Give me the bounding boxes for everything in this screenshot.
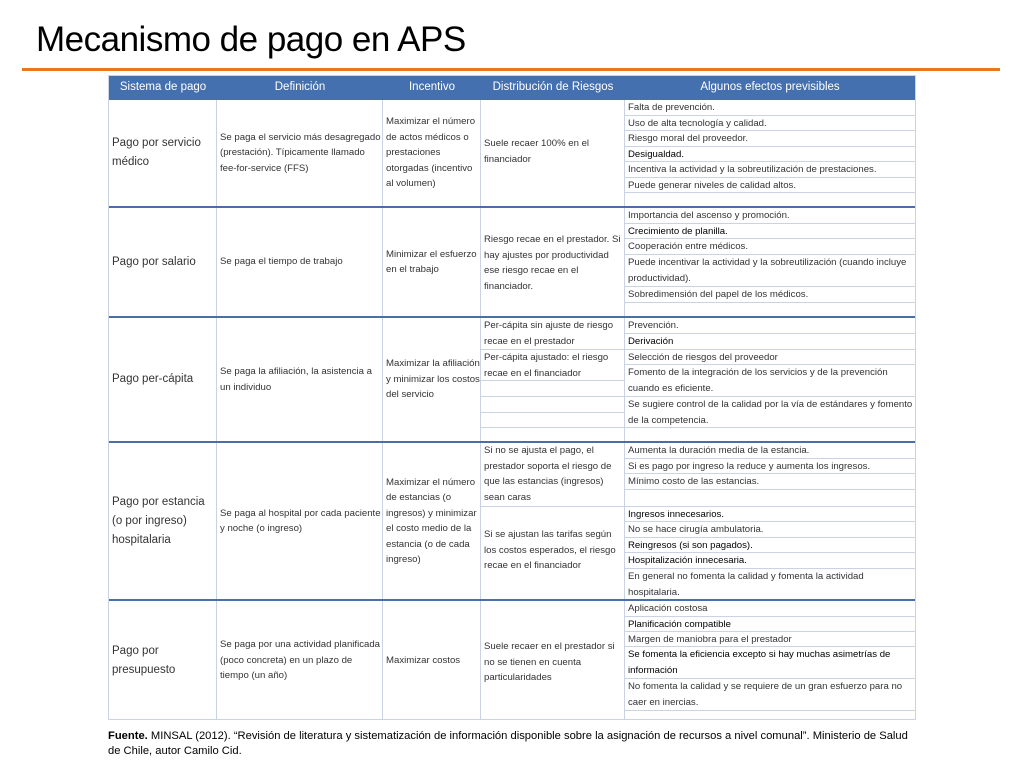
efecto-item: Hospitalización innecesaria. <box>625 553 915 569</box>
definicion-cell: Se paga por una actividad planificada (poco concreta) en un plazo de tiempo (un año) <box>217 601 383 720</box>
efecto-item: Sobredimensión del papel de los médicos. <box>625 287 915 303</box>
efecto-item: No fomenta la calidad y se requiere de un gran esfuerzo para no caer en inercias. <box>625 679 915 711</box>
definicion-cell: Se paga el tiempo de trabajo <box>217 208 383 316</box>
sistema-cell: Pago per-cápita <box>109 318 217 441</box>
page-title: Mecanismo de pago en APS <box>36 20 466 59</box>
efecto-item <box>625 711 915 720</box>
efecto-item: Incentiva la actividad y la sobreutilización de prestaciones. <box>625 162 915 178</box>
efecto-item: Mínimo costo de las estancias. <box>625 474 915 490</box>
incentivo-cell: Minimizar el esfuerzo en el trabajo <box>383 208 481 316</box>
definicion-cell: Se paga al hospital por cada paciente y noche (o ingreso) <box>217 443 383 599</box>
riesgo-text: Si se ajustan las tarifas según los costos esperados, el riesgo recae en el financiador <box>484 529 616 571</box>
table-row <box>109 206 915 316</box>
efecto-item: Selección de riesgos del proveedor <box>625 350 915 365</box>
efecto-item: Desigualdad. <box>625 147 915 162</box>
table-header <box>109 76 915 98</box>
efecto-item: Ingresos innecesarios. <box>625 507 915 522</box>
header-riesgos: Distribución de Riesgos <box>492 81 614 93</box>
header-definicion: Definición <box>274 81 326 93</box>
source-label: Fuente. <box>108 730 148 742</box>
efectos-cell <box>625 318 915 441</box>
sistema-cell: Pago por servicio médico <box>109 100 217 206</box>
table-row <box>109 316 915 441</box>
definicion-cell: Se paga el servicio más desagregado (prestación). Típicamente llamado fee-for-service (FFS) <box>217 100 383 206</box>
efecto-item: No se hace cirugía ambulatoria. <box>625 522 915 538</box>
source-text: MINSAL (2012). “Revisión de literatura y sistematización de información disponible sobre la asignación de recursos a nivel comunal”. Ministerio de Salud de Chile, autor Camilo Cid. <box>108 730 908 757</box>
riesgos-cell <box>481 100 625 206</box>
efecto-item: Cooperación entre médicos. <box>625 239 915 255</box>
table-row <box>109 441 915 599</box>
definicion-cell: Se paga la afiliación, la asistencia a un individuo <box>217 318 383 441</box>
riesgos-cell <box>481 601 625 720</box>
efecto-item: Margen de maniobra para el prestador <box>625 632 915 647</box>
header-efectos: Algunos efectos previsibles <box>700 81 840 93</box>
source-citation <box>108 729 908 759</box>
sistema-cell: Pago por presupuesto <box>109 601 217 720</box>
table-row <box>109 98 915 206</box>
efecto-item: Puede incentivar la actividad y la sobreutilización (cuando incluye productividad). <box>625 255 915 287</box>
payment-mechanisms-table <box>108 75 916 720</box>
efectos-cell <box>625 100 915 206</box>
riesgo-text: Riesgo recae en el prestador. Si hay ajustes por productividad ese riesgo recae en el financiador. <box>484 234 621 292</box>
efecto-item: Se fomenta la eficiencia excepto si hay muchas asimetrías de información <box>625 647 915 679</box>
riesgos-cell <box>481 208 625 316</box>
sistema-cell: Pago por salario <box>109 208 217 316</box>
efectos-cell <box>625 443 915 599</box>
efecto-item: Reingresos (si son pagados). <box>625 538 915 553</box>
efecto-item <box>625 303 915 316</box>
riesgos-cell <box>481 318 625 441</box>
riesgo-text: Si no se ajusta el pago, el prestador soporta el riesgo de que las estancias (ingresos) sean caras <box>481 443 624 507</box>
header-incentivo: Incentivo <box>408 81 456 93</box>
efecto-item: Importancia del ascenso y promoción. <box>625 208 915 224</box>
riesgo-empty <box>481 381 624 397</box>
efecto-item: Si es pago por ingreso la reduce y aumenta los ingresos. <box>625 459 915 474</box>
efecto-item: Planificación compatible <box>625 617 915 632</box>
incentivo-cell: Maximizar costos <box>383 601 481 720</box>
incentivo-cell: Maximizar la afiliación y minimizar los costos del servicio <box>383 318 481 441</box>
efecto-item: Crecimiento de planilla. <box>625 224 915 239</box>
table-row <box>109 599 915 720</box>
title-divider <box>22 68 1000 71</box>
riesgos-cell <box>481 443 625 599</box>
sistema-cell: Pago por estancia (o por ingreso) hospitalaria <box>109 443 217 599</box>
riesgo-text: Suele recaer 100% en el financiador <box>484 138 590 165</box>
efecto-item <box>625 428 915 441</box>
efectos-cell <box>625 601 915 720</box>
riesgo-empty <box>481 413 624 428</box>
efecto-item: Puede generar niveles de calidad altos. <box>625 178 915 193</box>
riesgo-text: Per-cápita ajustado: el riesgo recae en el financiador <box>481 350 624 381</box>
efecto-item: Prevención. <box>625 318 915 334</box>
incentivo-cell: Maximizar el número de estancias (o ingresos) y minimizar el costo medio de la estancia (o de cada ingreso) <box>383 443 481 599</box>
efecto-item: Aumenta la duración media de la estancia. <box>625 443 915 459</box>
efecto-item: Falta de prevención. <box>625 100 915 116</box>
efecto-item: Aplicación costosa <box>625 601 915 617</box>
efecto-item <box>625 490 915 507</box>
riesgo-empty <box>481 397 624 413</box>
riesgo-text: Per-cápita sin ajuste de riesgo recae en el prestador <box>481 318 624 350</box>
header-sistema: Sistema de pago <box>119 81 207 93</box>
efecto-item: En general no fomenta la calidad y fomenta la actividad hospitalaria. <box>628 571 864 598</box>
efecto-item: Uso de alta tecnología y calidad. <box>625 116 915 131</box>
efecto-item: Derivación <box>625 334 915 350</box>
incentivo-cell: Maximizar el número de actos médicos o prestaciones otorgadas (incentivo al volumen) <box>383 100 481 206</box>
efecto-item: Se sugiere control de la calidad por la vía de estándares y fomento de la competencia. <box>625 397 915 428</box>
efectos-cell <box>625 208 915 316</box>
efecto-item: Riesgo moral del proveedor. <box>625 131 915 147</box>
efecto-item: Fomento de la integración de los servicios y de la prevención cuando es eficiente. <box>625 365 915 397</box>
riesgo-text: Suele recaer en el prestador si no se tienen en cuenta particularidades <box>484 641 615 683</box>
efecto-item <box>625 193 915 206</box>
